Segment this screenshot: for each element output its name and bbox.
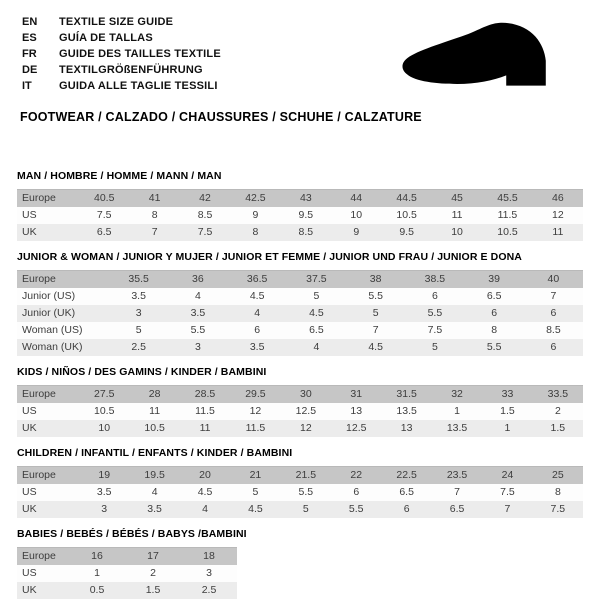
size-value: 3.5 — [190, 307, 206, 319]
size-value: 12.5 — [295, 405, 317, 417]
size-value: 30 — [299, 388, 312, 400]
size-value: 8 — [151, 209, 158, 221]
size-tables — [0, 170, 600, 599]
size-value: 31.5 — [396, 388, 417, 400]
size-value: 11.5 — [497, 209, 518, 221]
section-title-babies: BABIES / BEBÉS / BÉBÉS / BABYS /BAMBINI — [17, 528, 247, 540]
table-row — [17, 322, 583, 339]
size-value: 46 — [552, 192, 564, 204]
size-value: 11 — [149, 405, 161, 417]
size-value: 9.5 — [298, 209, 314, 221]
size-value: 5 — [313, 290, 320, 302]
size-value: 1 — [94, 567, 100, 579]
language-code: IT — [22, 80, 32, 92]
language-text: TEXTILE SIZE GUIDE — [59, 16, 174, 28]
size-value: 6 — [550, 307, 557, 319]
row-label: Europe — [22, 273, 56, 285]
table-row — [17, 420, 583, 437]
table-header-row — [17, 190, 583, 207]
size-value: 7.5 — [96, 209, 112, 221]
size-value: 3 — [101, 503, 108, 515]
size-value: 7 — [151, 226, 158, 238]
row-label: US — [22, 405, 37, 417]
size-value: 5.5 — [298, 486, 314, 498]
size-value: 9 — [353, 226, 360, 238]
row-label: US — [22, 209, 37, 221]
size-value: 8.5 — [298, 226, 314, 238]
row-label: Woman (UK) — [22, 341, 83, 353]
size-value: 25 — [552, 469, 564, 481]
table-row — [17, 305, 583, 322]
size-value: 12 — [299, 422, 312, 434]
section-junior-woman — [17, 251, 583, 356]
size-value: 2 — [554, 405, 561, 417]
section-babies — [17, 528, 583, 599]
size-value: 44 — [350, 192, 363, 204]
language-code: EN — [22, 16, 38, 28]
size-value: 11.5 — [245, 422, 266, 434]
size-table-junior-woman — [17, 270, 583, 356]
size-value: 2.5 — [201, 584, 217, 596]
row-label: Woman (US) — [22, 324, 83, 336]
size-value: 4 — [202, 503, 208, 515]
size-value: 1.5 — [550, 422, 566, 434]
size-value: 21.5 — [295, 469, 317, 481]
row-label: Europe — [22, 388, 56, 400]
table-row — [17, 582, 237, 599]
size-value: 21 — [249, 469, 262, 481]
size-value: 29.5 — [245, 388, 266, 400]
size-value: 17 — [147, 550, 159, 562]
table-header-row — [17, 386, 583, 403]
size-value: 42 — [199, 192, 211, 204]
size-value: 45.5 — [497, 192, 518, 204]
size-value: 5.5 — [486, 341, 502, 353]
size-value: 5 — [135, 324, 142, 336]
size-value: 1 — [454, 405, 460, 417]
size-value: 8 — [554, 486, 561, 498]
size-value: 11 — [199, 422, 211, 434]
size-value: 6 — [550, 341, 557, 353]
size-value: 32 — [451, 388, 463, 400]
size-value: 1.5 — [500, 405, 515, 417]
table-row — [17, 207, 583, 224]
size-value: 10.5 — [497, 226, 518, 238]
size-value: 7 — [504, 503, 511, 515]
size-value: 2 — [150, 567, 156, 579]
language-code: ES — [22, 32, 37, 44]
size-value: 4.5 — [309, 307, 324, 319]
size-value: 6 — [491, 307, 498, 319]
row-label: UK — [22, 584, 37, 596]
size-value: 3.5 — [131, 290, 146, 302]
size-value: 6.5 — [399, 486, 414, 498]
section-kids — [17, 366, 583, 437]
size-value: 6 — [431, 290, 438, 302]
size-value: 38.5 — [424, 273, 446, 285]
section-children — [17, 447, 583, 518]
table-row — [17, 288, 583, 305]
row-label: UK — [22, 503, 37, 515]
size-value: 6.5 — [486, 290, 502, 302]
table-row — [17, 339, 583, 356]
size-value: 4 — [194, 290, 201, 302]
table-header-row — [17, 271, 583, 288]
size-value: 6.5 — [96, 226, 112, 238]
size-value: 33.5 — [547, 388, 569, 400]
size-value: 20 — [199, 469, 211, 481]
size-value: 39 — [488, 273, 500, 285]
row-label: Europe — [22, 469, 56, 481]
table-row — [17, 565, 237, 582]
size-value: 6 — [254, 324, 261, 336]
size-value: 7.5 — [427, 324, 443, 336]
size-value: 0.5 — [89, 584, 105, 596]
row-label: UK — [22, 226, 37, 238]
size-value: 18 — [203, 550, 215, 562]
table-row — [17, 484, 583, 501]
size-value: 40 — [547, 273, 560, 285]
size-value: 11.5 — [195, 405, 215, 417]
size-value: 7.5 — [550, 503, 566, 515]
size-value: 13 — [350, 405, 363, 417]
size-value: 11 — [451, 209, 463, 221]
section-title-children: CHILDREN / INFANTIL / ENFANTS / KINDER / BAMBINI — [17, 447, 293, 459]
table-header-row — [17, 467, 583, 484]
size-value: 28 — [148, 388, 161, 400]
size-value: 36.5 — [246, 273, 268, 285]
size-table-kids — [17, 385, 583, 437]
row-label: Junior (US) — [22, 290, 76, 302]
size-value: 43 — [299, 192, 312, 204]
size-value: 4.5 — [248, 503, 263, 515]
size-value: 3.5 — [147, 503, 162, 515]
size-value: 10 — [98, 422, 111, 434]
size-value: 5 — [372, 307, 379, 319]
header — [0, 0, 600, 94]
size-value: 6 — [353, 486, 360, 498]
size-value: 4 — [313, 341, 320, 353]
size-table-children — [17, 466, 583, 518]
size-value: 36 — [192, 273, 204, 285]
size-value: 1 — [504, 422, 511, 434]
section-title-kids: KIDS / NIÑOS / DES GAMINS / KINDER / BAMBINI — [17, 366, 267, 378]
row-label: UK — [22, 422, 37, 434]
size-value: 27.5 — [93, 388, 115, 400]
size-value: 5.5 — [427, 307, 443, 319]
size-value: 3.5 — [249, 341, 265, 353]
language-text: GUÍA DE TALLAS — [59, 32, 153, 44]
size-value: 22 — [350, 469, 363, 481]
size-value: 3 — [194, 341, 201, 353]
shoe-icon — [392, 16, 574, 102]
size-value: 4.5 — [368, 341, 383, 353]
size-value: 5.5 — [190, 324, 206, 336]
table-header-row — [17, 548, 237, 565]
size-value: 38 — [369, 273, 382, 285]
row-label: US — [22, 567, 37, 579]
size-table-man — [17, 189, 583, 241]
size-value: 35.5 — [128, 273, 149, 285]
size-value: 4 — [151, 486, 158, 498]
size-value: 40.5 — [93, 192, 115, 204]
row-label: Europe — [22, 192, 56, 204]
table-row — [17, 403, 583, 420]
table-row — [17, 224, 583, 241]
size-value: 4 — [254, 307, 261, 319]
size-value: 28.5 — [194, 388, 216, 400]
size-value: 8.5 — [546, 324, 561, 336]
size-value: 16 — [91, 550, 103, 562]
size-value: 5.5 — [348, 503, 364, 515]
size-value: 5 — [302, 503, 309, 515]
size-value: 11 — [552, 226, 564, 238]
size-value: 7.5 — [197, 226, 213, 238]
size-value: 7 — [372, 324, 379, 336]
size-value: 12 — [249, 405, 262, 417]
size-value: 23.5 — [446, 469, 468, 481]
size-value: 6.5 — [309, 324, 324, 336]
size-value: 8.5 — [197, 209, 213, 221]
size-value: 9 — [252, 209, 259, 221]
size-value: 33 — [501, 388, 514, 400]
size-value: 10 — [451, 226, 463, 238]
size-value: 7.5 — [500, 486, 515, 498]
size-value: 45 — [451, 192, 463, 204]
size-value: 22.5 — [396, 469, 417, 481]
size-value: 1.5 — [145, 584, 161, 596]
size-value: 7 — [454, 486, 460, 498]
size-value: 41 — [148, 192, 161, 204]
row-label: Junior (UK) — [22, 307, 76, 319]
size-value: 2.5 — [131, 341, 146, 353]
size-value: 13.5 — [446, 422, 468, 434]
size-value: 4.5 — [249, 290, 265, 302]
language-text: GUIDE DES TAILLES TEXTILE — [59, 48, 221, 60]
section-title-junior-woman: JUNIOR & WOMAN / JUNIOR Y MUJER / JUNIOR ET FEMME / JUNIOR UND FRAU / JUNIOR E DONA — [17, 251, 522, 263]
size-value: 3.5 — [96, 486, 112, 498]
language-text: TEXTILGRÖßENFÜHRUNG — [59, 64, 203, 76]
table-row — [17, 501, 583, 518]
size-value: 10 — [350, 209, 363, 221]
size-value: 6.5 — [449, 503, 465, 515]
size-value: 10.5 — [93, 405, 115, 417]
size-value: 42.5 — [245, 192, 266, 204]
size-value: 31 — [350, 388, 363, 400]
size-value: 4.5 — [197, 486, 213, 498]
size-value: 9.5 — [399, 226, 414, 238]
size-value: 5 — [252, 486, 259, 498]
size-value: 19.5 — [144, 469, 165, 481]
section-title-man: MAN / HOMBRE / HOMME / MANN / MAN — [17, 170, 222, 182]
size-value: 24 — [501, 469, 514, 481]
size-value: 44.5 — [396, 192, 417, 204]
size-value: 3 — [135, 307, 142, 319]
size-value: 8 — [491, 324, 498, 336]
size-value: 3 — [206, 567, 212, 579]
size-value: 19 — [98, 469, 111, 481]
row-label: US — [22, 486, 37, 498]
language-code: DE — [22, 64, 38, 76]
size-value: 7 — [550, 290, 557, 302]
size-table-babies — [17, 547, 237, 599]
size-value: 10.5 — [144, 422, 165, 434]
size-value: 12.5 — [346, 422, 367, 434]
size-value: 6 — [403, 503, 410, 515]
section-man — [17, 170, 583, 241]
language-code: FR — [22, 48, 37, 60]
size-value: 5.5 — [368, 290, 383, 302]
size-value: 12 — [552, 209, 564, 221]
category-title: FOOTWEAR / CALZADO / CHAUSSURES / SCHUHE / CALZATURE — [20, 110, 422, 124]
size-value: 10.5 — [396, 209, 417, 221]
size-value: 13.5 — [396, 405, 417, 417]
size-value: 37.5 — [306, 273, 327, 285]
size-value: 8 — [252, 226, 259, 238]
language-text: GUIDA ALLE TAGLIE TESSILI — [59, 80, 218, 92]
size-value: 13 — [400, 422, 413, 434]
row-label: Europe — [22, 550, 56, 562]
size-value: 5 — [431, 341, 438, 353]
